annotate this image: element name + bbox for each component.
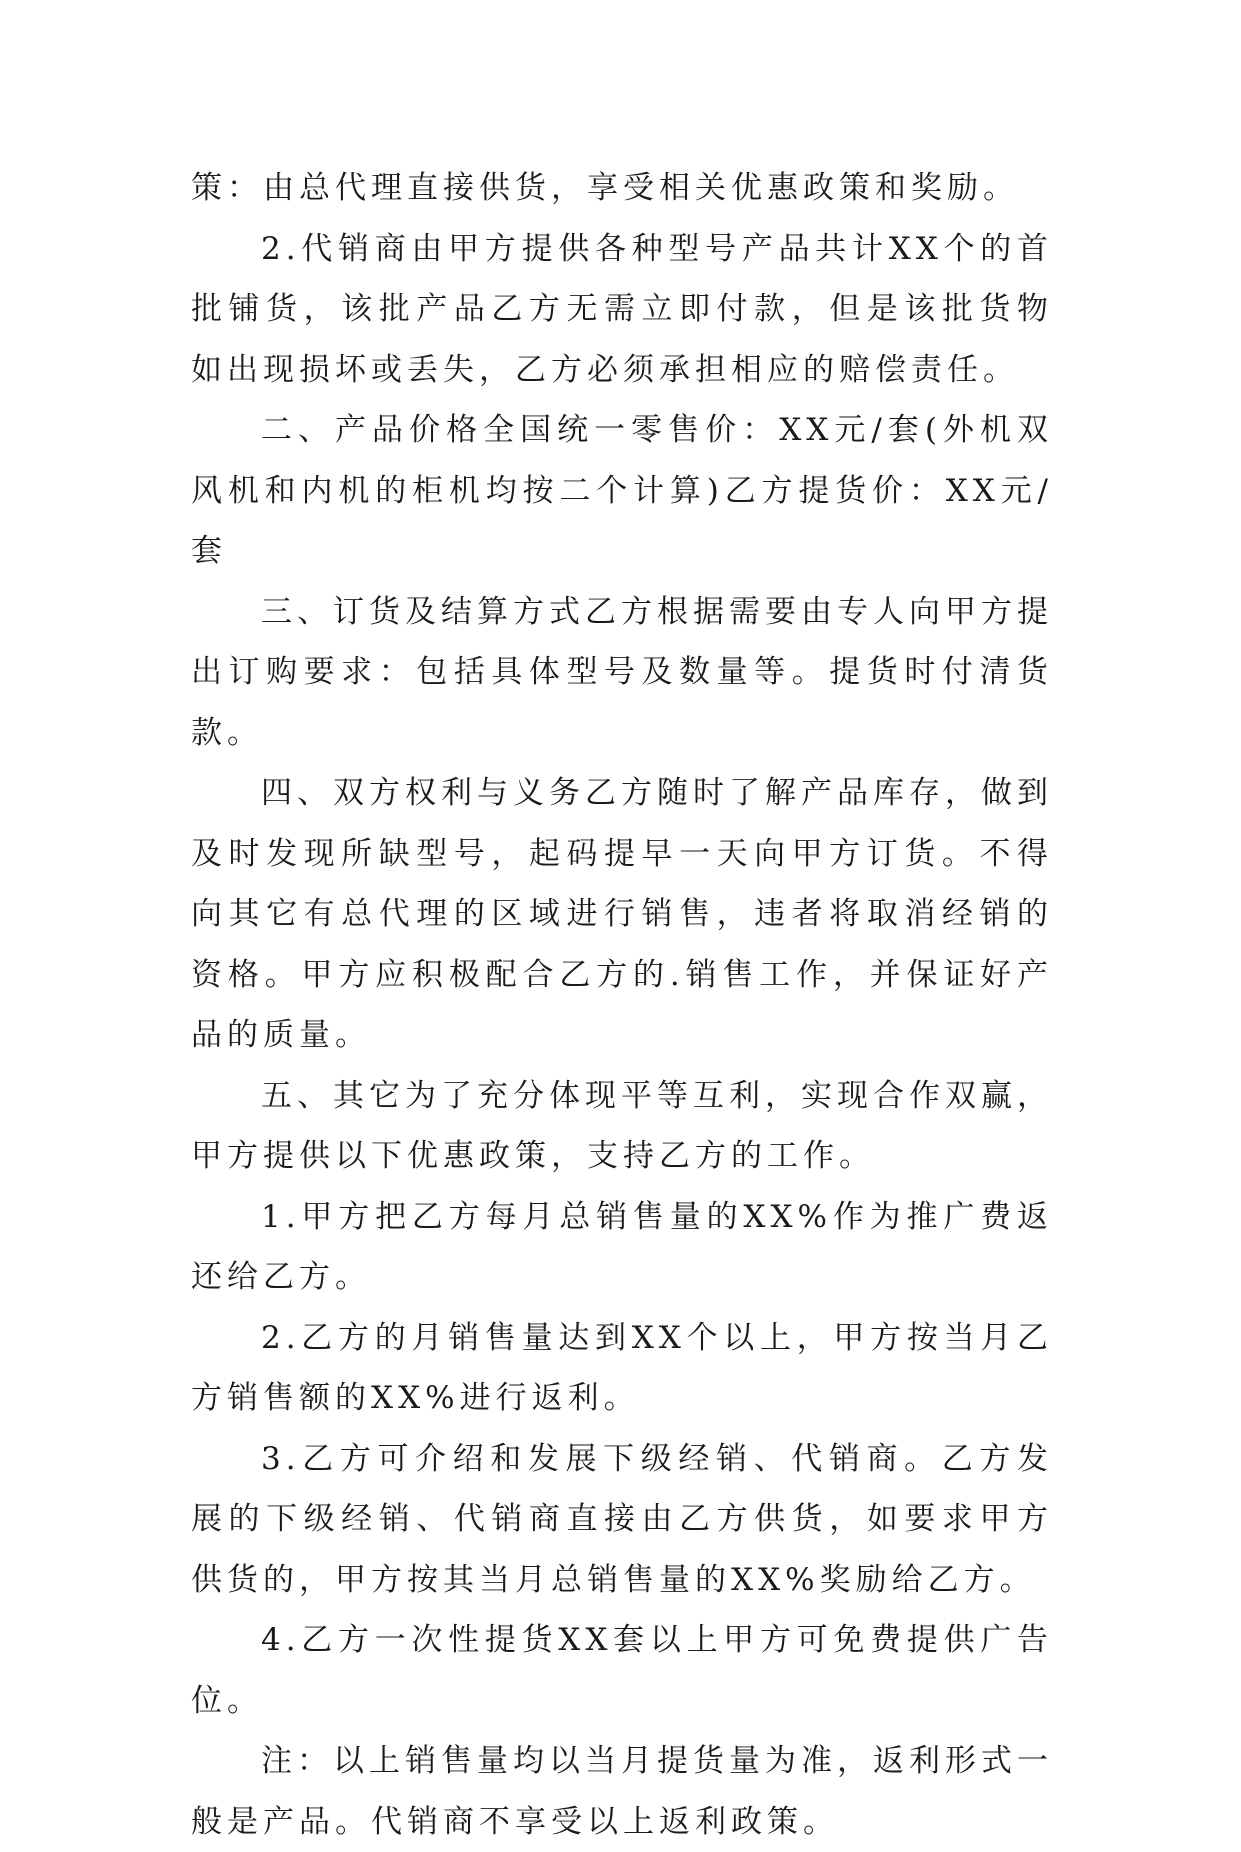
paragraph-section-4-rights: 四、双方权利与义务乙方随时了解产品库存，做到及时发现所缺型号，起码提早一天向甲方订货。不得向其它有总代理的区域进行销售，违者将取消经销的资格。甲方应积极配合乙方的.销售工作，并保证好产品的质量。 — [191, 775, 1053, 1053]
document-body — [191, 158, 1053, 1852]
paragraph-item-3-sub-dealers: 3.乙方可介绍和发展下级经销、代销商。乙方发展的下级经销、代销商直接由乙方供货，如要求甲方供货的，甲方按其当月总销售量的XX%奖励给乙方。 — [191, 1440, 1053, 1598]
paragraph-item-2-rebate: 2.乙方的月销售量达到XX个以上，甲方按当月乙方销售额的XX%进行返利。 — [191, 1319, 1053, 1416]
paragraph-item-2-consignment: 2.代销商由甲方提供各种型号产品共计XX个的首批铺货，该批产品乙方无需立即付款，但是该批货物如出现损坏或丢失，乙方必须承担相应的赔偿责任。 — [191, 230, 1053, 388]
paragraph-section-2-price: 二、产品价格全国统一零售价：XX元/套(外机双风机和内机的柜机均按二个计算)乙方提货价：XX元/套 — [191, 412, 1053, 569]
paragraph-item-4-advertising: 4.乙方一次性提货XX套以上甲方可免费提供广告位。 — [191, 1622, 1053, 1719]
paragraph-section-5-other: 五、其它为了充分体现平等互利，实现合作双赢，甲方提供以下优惠政策，支持乙方的工作。 — [191, 1077, 1053, 1174]
paragraph-note: 注：以上销售量均以当月提货量为准，返利形式一般是产品。代销商不享受以上返利政策。 — [191, 1743, 1053, 1840]
paragraph-item-1-promotion: 1.甲方把乙方每月总销售量的XX%作为推广费返还给乙方。 — [191, 1198, 1053, 1295]
paragraph-continuation: 策：由总代理直接供货，享受相关优惠政策和奖励。 — [191, 170, 1019, 206]
paragraph-section-3-ordering: 三、订货及结算方式乙方根据需要由专人向甲方提出订购要求：包括具体型号及数量等。提货时付清货款。 — [191, 593, 1053, 751]
